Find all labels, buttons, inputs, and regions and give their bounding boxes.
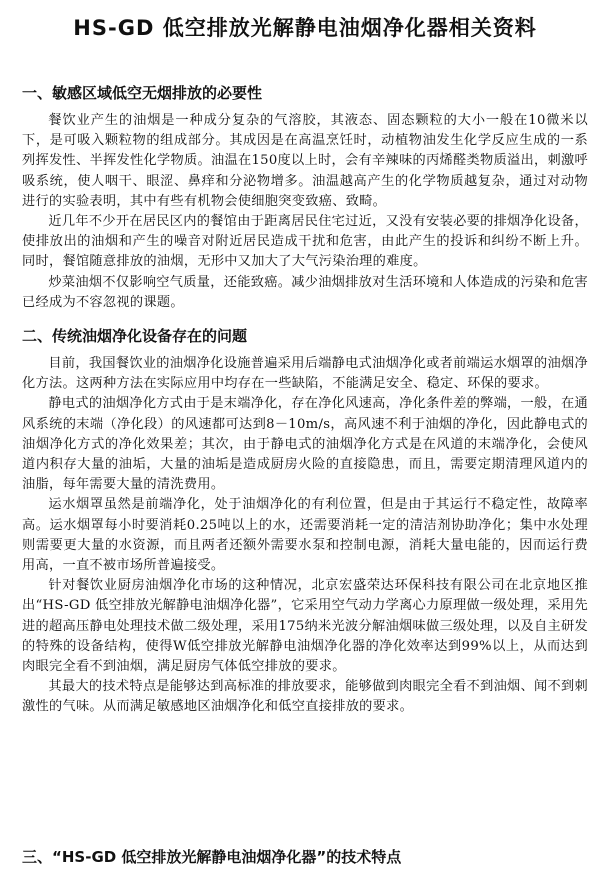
section-2 [22, 325, 588, 718]
section-1-heading: 一、敏感区域低空无烟排放的必要性 [22, 84, 263, 102]
section-2-paragraph-3: 运水烟罩虽然是前端净化，处于油烟净化的有利位置，但是由于其运行不稳定性，故障率高。运水烟罩每小时要消耗0.25吨以上的水，还需要消耗一定的清洁剂协助净化；集中水处理则需要更大量的水资源，而且两者还额外需要水泵和控制电源，消耗大量电能的，因而运行费用高，一直不被市场所普遍接受。 [22, 497, 588, 574]
section-1-paragraph-1: 餐饮业产生的油烟是一种成分复杂的气溶胶，其液态、固态颗粒的大小一般在10微米以下，是可吸入颗粒物的组成部分。其成因是在高温烹饪时，动植物油发生化学反应生成的一系列挥发性、半挥发性化学物质。油温在150度以上时，会有辛辣味的丙烯醛类物质溢出，刺激呼吸系统，使人咽干、眼涩、鼻痒和分泌物增多。油温越高产生的化学物质越复杂，通过对动物进行的实验表明，其中有些有机物会使细胞突变致癌、致畸。 [22, 113, 588, 209]
section-2-paragraph-1: 目前，我国餐饮业的油烟净化设施普遍采用后端静电式油烟净化或者前端运水烟罩的油烟净化方法。这两种方法在实际应用中均存在一些缺陷，不能满足安全、稳定、环保的要求。 [22, 356, 588, 392]
section-1-paragraph-2: 近几年不少开在居民区内的餐馆由于距离居民住宅过近，又没有安装必要的排烟净化设备，使排放出的油烟和产生的噪音对附近居民造成干扰和危害，由此产生的投诉和纠纷不断上升。同时，餐馆随意排放的油烟，无形中又加大了大气污染治理的难度。 [22, 214, 588, 270]
section-3-heading: 三、“HS-GD 低空排放光解静电油烟净化器”的技术特点 [22, 848, 402, 866]
section-2-paragraph-4: 针对餐饮业厨房油烟净化市场的这种情况，北京宏盛荣达环保科技有限公司在北京地区推出“HS-GD 低空排放光解静电油烟净化器”，它采用空气动力学离心力原理做一级处理，采用先进的超高压静电处理技术做二级处理，采用175纳米光波分解油烟味做三级处理，以及自主研发的特殊的设备结构，使得W低空排放光解静电油烟净化器的净化效率达到99%以上，从而达到肉眼完全看不到油烟，满足厨房气体低空排放的要求。 [22, 578, 588, 675]
section-2-paragraph-2: 静电式的油烟净化方式由于是末端净化，存在净化风速高，净化条件差的弊端，一般，在通风系统的末端（净化段）的风速都可达到8－10m/s，高风速不利于油烟的净化，因此静电式的油烟净化方式的净化效果差；其次，由于静电式的油烟净化方式是在风道的末端净化，会使风道内积存大量的油垢，大量的油垢是造成厨房火险的直接隐患，而且，需要定期清理风道内的油脂，每年需要大量的清洗费用。 [22, 396, 588, 493]
section-1-paragraph-3: 炒菜油烟不仅影响空气质量，还能致癌。减少油烟排放对生活环境和人体造成的污染和危害已经成为不容忽视的课题。 [22, 274, 588, 310]
document-title: HS-GD 低空排放光解静电油烟净化器相关资料 [73, 16, 537, 40]
section-2-paragraph-5: 其最大的技术特点是能够达到高标准的排放要求，能够做到肉眼完全看不到油烟、闻不到刺激性的气味。从而满足敏感地区油烟净化和低空直接排放的要求。 [22, 679, 588, 715]
section-2-heading: 二、传统油烟净化设备存在的问题 [22, 327, 248, 346]
section-1 [22, 82, 588, 313]
